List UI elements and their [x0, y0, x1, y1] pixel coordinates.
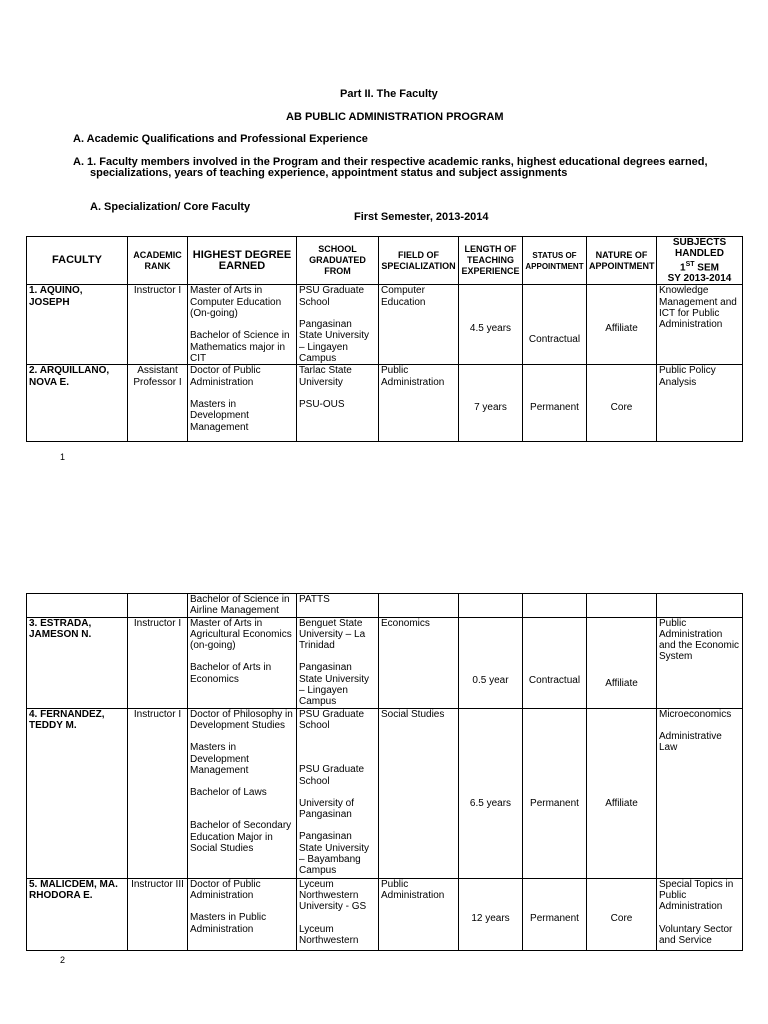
- cell-status: Contractual: [523, 285, 587, 365]
- cell-subjects-line: Special Topics in Public Administration: [659, 878, 734, 913]
- cell-subjects-line: Microeconomics: [659, 708, 732, 720]
- cell-school: [297, 365, 379, 442]
- cell-faculty: 1. AQUINO, JOSEPH: [27, 285, 128, 365]
- cell-degree: [188, 365, 297, 442]
- cell-degree-line: [190, 901, 294, 912]
- cell-field: Public Administration: [379, 365, 459, 442]
- cell-degree: Bachelor of Science in Airline Management: [188, 594, 297, 618]
- table-row: [27, 878, 743, 950]
- cell-degree-line: Masters in Public Administration: [190, 912, 267, 935]
- item-a1-text-cont: specializations, years of teaching experience, appointment status and subject assignments: [90, 167, 568, 179]
- cell-degree-line: Doctor of Public Administration: [190, 365, 261, 388]
- program-title: AB PUBLIC ADMINISTRATION PROGRAM: [286, 111, 504, 123]
- cell-degree-line: Masters in Development Management: [190, 398, 249, 433]
- cell-status: Permanent: [523, 878, 587, 950]
- cell-school-line: [299, 820, 376, 831]
- cell-school: [297, 285, 379, 365]
- page-number-1: 1: [60, 452, 66, 462]
- header-length: LENGTH OF TEACHING EXPERIENCE: [459, 237, 523, 285]
- faculty-table-page2: [26, 593, 743, 951]
- header-school: SCHOOL GRADUATED FROM: [297, 237, 379, 285]
- sub-a-heading: A. Specialization/ Core Faculty: [90, 201, 251, 213]
- cell-rank: Instructor III: [128, 878, 188, 950]
- header-faculty: FACULTY: [27, 237, 128, 285]
- cell-degree-line: Masters in Development Management: [190, 742, 249, 776]
- header-subjects-line1: SUBJECTS HANDLED: [672, 237, 727, 259]
- cell-degree-line: [190, 651, 294, 662]
- cell-school-line: [299, 731, 376, 742]
- cell-degree-line: Bachelor of Secondary Education Major in Social Studies: [190, 820, 292, 855]
- cell-subjects-line: [659, 720, 740, 731]
- cell-degree: [188, 285, 297, 365]
- cell-subjects: [657, 594, 743, 618]
- cell-length: 12 years: [459, 878, 523, 950]
- section-a-heading: A. Academic Qualifications and Professional Experience: [73, 133, 368, 145]
- item-a1-text: A. 1. Faculty members involved in the Program and their respective academic ranks, highest educational degrees earned,: [73, 156, 708, 168]
- cell-school: [297, 617, 379, 708]
- header-status: STATUS OF APPOINTMENT: [523, 237, 587, 285]
- cell-rank: Instructor I: [128, 285, 188, 365]
- header-degree: HIGHEST DEGREE EARNED: [188, 237, 297, 285]
- cell-length: [459, 594, 523, 618]
- table-row: [27, 365, 743, 442]
- header-field: FIELD OF SPECIALIZATION: [379, 237, 459, 285]
- cell-degree-line: Doctor of Public Administration: [190, 878, 261, 901]
- cell-school-line: PSU Graduate School: [299, 708, 365, 731]
- cell-degree: [188, 708, 297, 878]
- cell-school-line: Lyceum Northwestern: [299, 923, 359, 946]
- cell-rank: [128, 594, 188, 618]
- cell-subjects: [657, 617, 743, 708]
- cell-status: Contractual: [523, 617, 587, 708]
- cell-degree-line: [190, 798, 294, 809]
- cell-faculty: 3. ESTRADA, JAMESON N.: [27, 617, 128, 708]
- cell-nature: [587, 594, 657, 618]
- cell-faculty: 4. FERNANDEZ, TEDDY M.: [27, 708, 128, 878]
- cell-school-line: [299, 742, 376, 753]
- cell-rank: Assistant Professor I: [128, 365, 188, 442]
- cell-nature: Affiliate: [587, 708, 657, 878]
- cell-degree-line: [190, 776, 294, 787]
- cell-rank: Instructor I: [128, 617, 188, 708]
- cell-field: Economics: [379, 617, 459, 708]
- cell-subjects: [657, 365, 743, 442]
- cell-subjects: [657, 285, 743, 365]
- cell-nature: Core: [587, 878, 657, 950]
- cell-school-line: [299, 651, 376, 662]
- cell-school: [297, 878, 379, 950]
- cell-status: [523, 594, 587, 618]
- cell-school-line: [299, 787, 376, 798]
- cell-faculty: 5. MALICDEM, MA. RHODORA E.: [27, 878, 128, 950]
- cell-school-line: Pangasinan State University – Lingayen Campus: [299, 318, 370, 364]
- cell-school: PATTS: [297, 594, 379, 618]
- cell-degree-line: Master of Arts in Agricultural Economics (on-going): [190, 617, 292, 652]
- cell-nature: Affiliate: [587, 285, 657, 365]
- cell-degree: [188, 878, 297, 950]
- cell-rank: Instructor I: [128, 708, 188, 878]
- cell-school-line: [299, 388, 376, 399]
- cell-status: Permanent: [523, 365, 587, 442]
- cell-degree-line: Master of Arts in Computer Education (On-going): [190, 285, 282, 319]
- cell-subjects-line: Public Administration and the Economic System: [659, 617, 740, 663]
- cell-subjects-line: Knowledge Management and ICT for Public Administration: [659, 285, 737, 331]
- cell-faculty: [27, 594, 128, 618]
- cell-school-line: Tarlac State University: [299, 365, 352, 388]
- table-header-row: [27, 237, 743, 285]
- cell-school-line: Pangasinan State University – Bayambang Campus: [299, 831, 370, 877]
- cell-school-line: PSU Graduate School: [299, 285, 365, 308]
- cell-school: [297, 708, 379, 878]
- header-subjects: [657, 237, 743, 285]
- cell-subjects-line: Public Policy Analysis: [659, 365, 716, 388]
- cell-degree: [188, 617, 297, 708]
- part-heading: Part II. The Faculty: [340, 88, 438, 100]
- cell-length: 0.5 year: [459, 617, 523, 708]
- cell-subjects: [657, 878, 743, 950]
- cell-field: Social Studies: [379, 708, 459, 878]
- cell-field: [379, 594, 459, 618]
- cell-school-line: University of Pangasinan: [299, 797, 355, 821]
- header-subjects-sem-sup: ST: [685, 261, 695, 268]
- faculty-table-page1: [26, 236, 743, 442]
- header-rank: ACADEMIC RANK: [128, 237, 188, 285]
- cell-degree-line: [190, 388, 294, 399]
- page-number-2: 2: [60, 955, 66, 965]
- table-row-continued: [27, 594, 743, 618]
- cell-school-line: Benguet State University – La Trinidad: [299, 617, 366, 652]
- header-subjects-line2: [659, 259, 740, 273]
- cell-degree-line: Doctor of Philosophy in Development Studies: [190, 708, 293, 731]
- cell-subjects: [657, 708, 743, 878]
- cell-subjects-line: [659, 913, 740, 924]
- header-nature: NATURE OF APPOINTMENT: [587, 237, 657, 285]
- cell-degree-line: Bachelor of Science in Mathematics major in CIT: [190, 330, 290, 364]
- cell-school-line: [299, 913, 376, 924]
- table-row: [27, 708, 743, 878]
- cell-length: 7 years: [459, 365, 523, 442]
- header-subjects-line3: SY 2013-2014: [667, 273, 732, 285]
- cell-length: 6.5 years: [459, 708, 523, 878]
- cell-subjects-line: Administrative Law: [659, 730, 722, 754]
- cell-degree-line: [190, 731, 294, 742]
- cell-nature: Affiliate: [587, 617, 657, 708]
- cell-field: Computer Education: [379, 285, 459, 365]
- header-subjects-sem-num: 1: [680, 262, 686, 274]
- cell-school-line: PSU Graduate School: [299, 764, 365, 787]
- header-subjects-sem-word: SEM: [694, 262, 719, 274]
- semester-heading: First Semester, 2013-2014: [354, 211, 489, 223]
- cell-subjects-line: Voluntary Sector and Service: [659, 923, 733, 946]
- cell-school-line: [299, 308, 376, 319]
- cell-length: 4.5 years: [459, 285, 523, 365]
- cell-status: Permanent: [523, 708, 587, 878]
- cell-degree-line: Bachelor of Laws: [190, 787, 267, 799]
- cell-degree-line: [190, 319, 294, 330]
- cell-degree-line: [190, 809, 294, 820]
- cell-nature: Core: [587, 365, 657, 442]
- cell-faculty: 2. ARQUILLANO, NOVA E.: [27, 365, 128, 442]
- cell-field: Public Administration: [379, 878, 459, 950]
- table-row: [27, 285, 743, 365]
- cell-school-line: Pangasinan State University – Lingayen Campus: [299, 662, 370, 708]
- cell-school-line: Lyceum Northwestern University - GS: [299, 878, 367, 913]
- table-row: [27, 617, 743, 708]
- cell-school-line: PSU-OUS: [299, 398, 345, 410]
- cell-school-line: [299, 753, 376, 764]
- cell-degree-line: Bachelor of Arts in Economics: [190, 662, 272, 685]
